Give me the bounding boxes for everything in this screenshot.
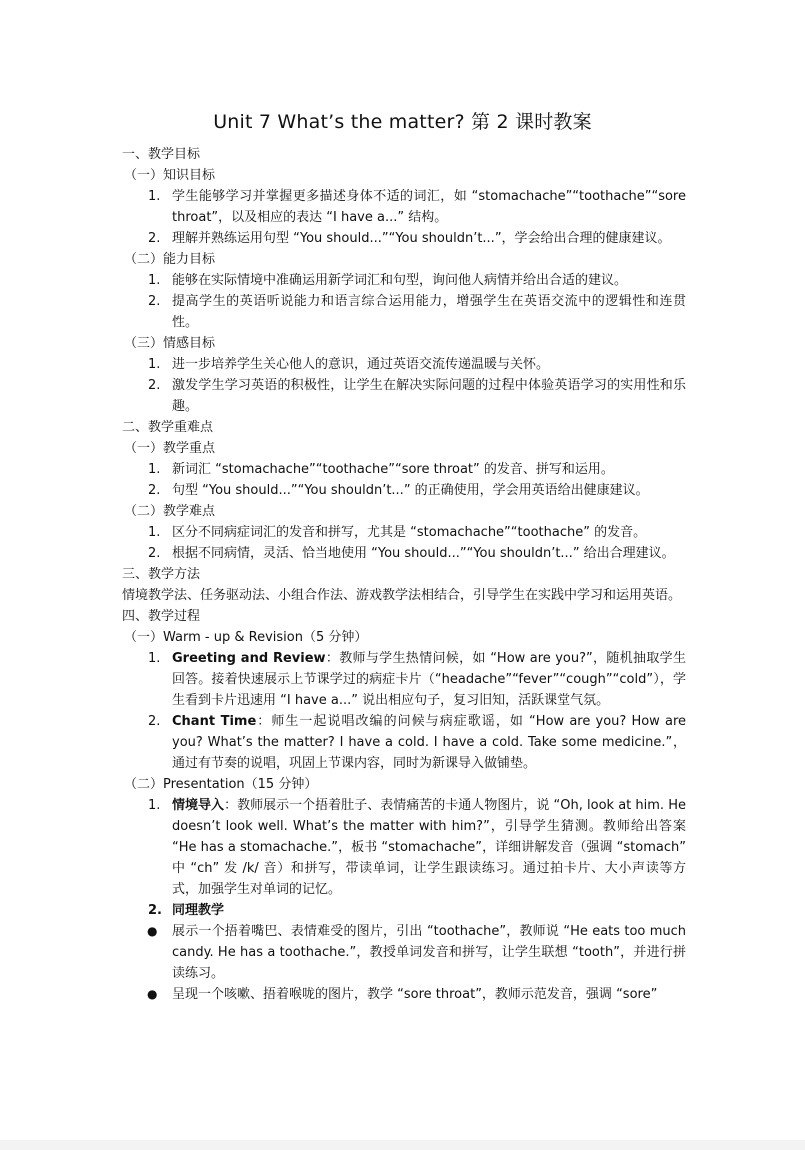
subsection-heading: （三）情感目标 xyxy=(124,336,216,351)
section-heading: 三、教学方法 xyxy=(122,567,201,582)
section-heading: 一、教学目标 xyxy=(122,147,201,162)
subsection-heading: （二）教学难点 xyxy=(124,504,216,519)
item-label: 同理教学 xyxy=(172,903,225,918)
subsection-heading: （一）Warm - up & Revision（5 分钟） xyxy=(124,630,368,645)
list-item: 2. 理解并熟练运用句型 “You should...”“You shouldn’t...”，学会给出合理的健康建议。 xyxy=(148,231,671,246)
list-item: 1. 能够在实际情境中准确运用新学词汇和句型，询问他人病情并给出合适的建议。 xyxy=(148,273,628,288)
bullet-item: ● 呈现一个咳嗽、捂着喉咙的图片，教学 “sore throat”，教师示范发音，强调 “sore” xyxy=(147,987,658,1002)
list-item: 2. Chant Time：师生一起说唱改编的问候与病症歌谣，如 “How are you? How are you? What’s the matter? I have a cold. I have a cold. Take some medicine.”，通过有节奏的说唱，巩固上节课内容，同时为新课导入做铺垫。 xyxy=(148,714,686,771)
section-heading: 四、教学过程 xyxy=(122,609,201,624)
list-item: 2. 提高学生的英语听说能力和语言综合运用能力，增强学生在英语交流中的逻辑性和连贯性。 xyxy=(148,294,686,330)
page-title: Unit 7 What’s the matter? 第 2 课时教案 xyxy=(213,111,592,133)
list-item: 1. 进一步培养学生关心他人的意识，通过英语交流传递温暖与关怀。 xyxy=(148,357,550,372)
list-item: 1. 区分不同病症词汇的发音和拼写，尤其是 “stomachache”“toothache” 的发音。 xyxy=(148,525,647,540)
list-item: 2. 激发学生学习英语的积极性，让学生在解决实际问题的过程中体验英语学习的实用性和乐趣。 xyxy=(148,378,686,414)
list-item: 2. 同理教学 xyxy=(148,903,225,918)
list-item: 1. Greeting and Review：教师与学生热情问候，如 “How are you?”，随机抽取学生回答。接着快速展示上节课学过的病症卡片（“headache”“fever”“cough”“cold”），学生看到卡片迅速用 “I have a...” 说出相应句子，复习旧知，活跃课堂气氛。 xyxy=(148,651,686,708)
list-item: 1. 情境导入：教师展示一个捂着肚子、表情痛苦的卡通人物图片，说 “Oh, look at him. He doesn’t look well. What’s the matter with him?”，引导学生猜测。教师给出答案 “He has a stomachache.”，板书 “stomachache”，详细讲解发音（强调 “stomach” 中 “ch” 发 /k/ 音）和拼写，带读单词，让学生跟读练习。通过拍卡片、大小声读等方式，加强学生对单词的记忆。 xyxy=(148,798,686,897)
item-label: Chant Time xyxy=(172,714,257,729)
subsection-heading: （二）能力目标 xyxy=(124,252,216,267)
section-heading: 二、教学重难点 xyxy=(122,420,214,435)
list-item: 1. 新词汇 “stomachache”“toothache”“sore throat” 的发音、拼写和运用。 xyxy=(148,462,614,477)
paragraph: 情境教学法、任务驱动法、小组合作法、游戏教学法相结合，引导学生在实践中学习和运用英语。 xyxy=(122,588,682,603)
list-item: 2. 句型 “You should...”“You shouldn’t...” 的正确使用，学会用英语给出健康建议。 xyxy=(148,483,649,498)
item-label: Greeting and Review xyxy=(172,651,326,666)
list-item: 1. 学生能够学习并掌握更多描述身体不适的词汇，如 “stomachache”“toothache”“sore throat”，以及相应的表达 “I have a...” 结构。 xyxy=(148,189,686,225)
subsection-heading: （二）Presentation（15 分钟） xyxy=(124,777,318,792)
subsection-heading: （一）教学重点 xyxy=(124,441,216,456)
subsection-heading: （一）知识目标 xyxy=(124,168,216,183)
list-item: 2. 根据不同病情，灵活、恰当地使用 “You should...”“You shouldn’t...” 给出合理建议。 xyxy=(148,546,675,561)
bullet-item: ● 展示一个捂着嘴巴、表情难受的图片，引出 “toothache”，教师说 “He eats too much candy. He has a toothache.”，教授单词发音和拼写，让学生联想 “tooth”，并进行拼读练习。 xyxy=(147,924,686,981)
document-body xyxy=(122,144,686,1005)
item-label: 情境导入 xyxy=(172,798,225,813)
